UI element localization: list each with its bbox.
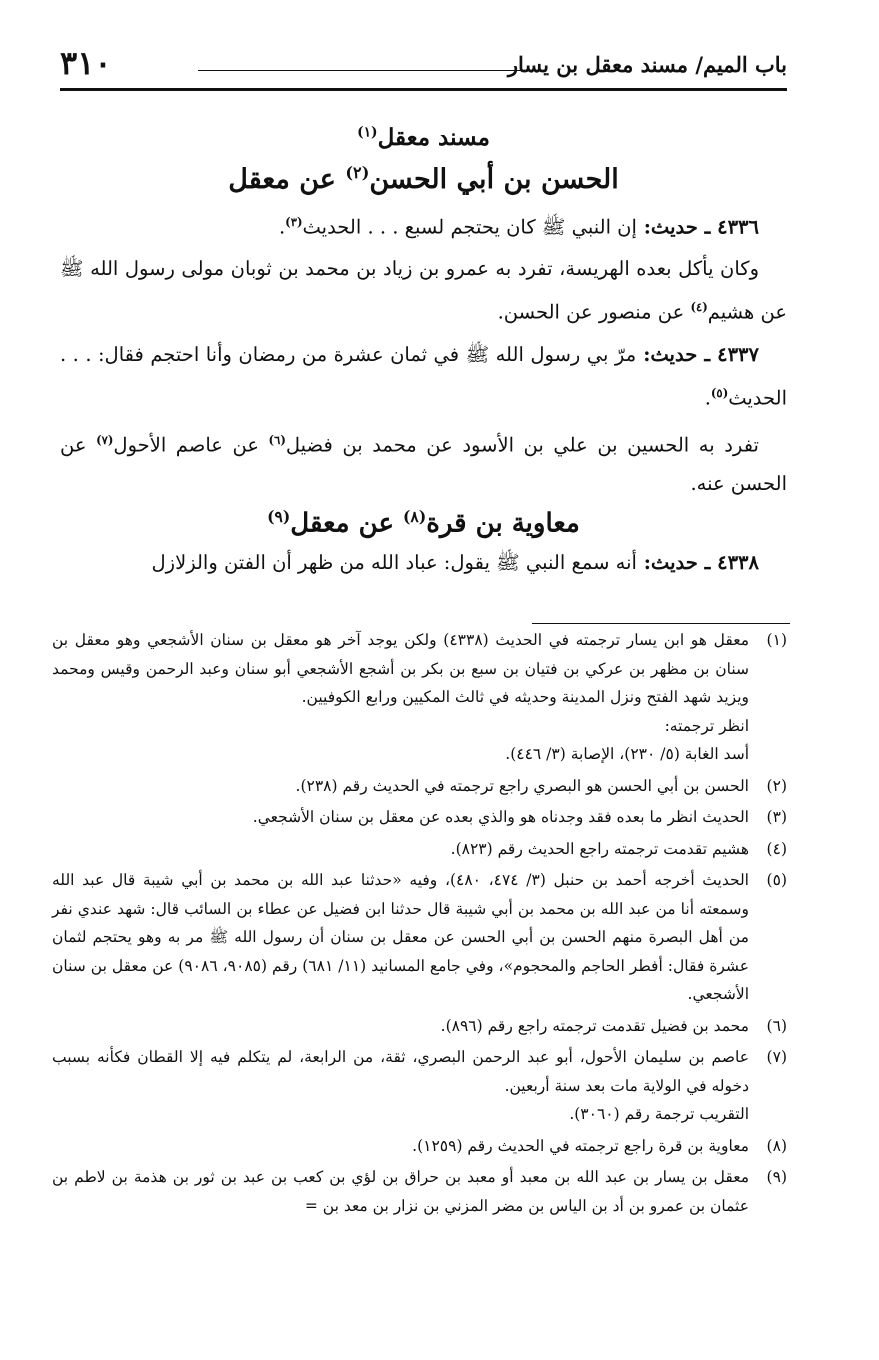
section-title: باب الميم/ مسند معقل بن يسار — [507, 52, 787, 77]
chain-heading-muawiya — [60, 507, 787, 540]
footnote-text: محمد بن فضيل تقدمت ترجمته راجع رقم (٨٩٦). — [440, 1016, 749, 1035]
header-leader-line — [198, 70, 525, 71]
footnote-text: هشيم تقدمت ترجمته راجع الحديث رقم (٨٢٣). — [450, 839, 749, 858]
footnote-ref[interactable]: (٣) — [285, 214, 303, 229]
footnote-number: (٧) — [766, 1048, 787, 1066]
footnote-ref[interactable]: (١) — [357, 124, 378, 141]
musnad-heading-text: مسند معقل — [377, 124, 490, 151]
footnote-2 — [52, 772, 787, 801]
hadith-number: ٤٣٣٦ ـ حديث: — [636, 215, 759, 238]
footnote-7 — [52, 1043, 787, 1129]
footnote-8 — [52, 1132, 787, 1161]
footnote-text: الحسن بن أبي الحسن هو البصري راجع ترجمته في الحديث رقم (٢٣٨). — [295, 776, 749, 795]
paragraph-text: عن عاصم الأحول — [113, 433, 269, 457]
footnote-ref[interactable]: (٨) — [403, 506, 427, 526]
footnote-number: (٤) — [766, 839, 787, 858]
footnote-9 — [52, 1163, 787, 1220]
footnote-text: الحديث أخرجه أحمد بن حنبل (٣/ ٤٧٤، ٤٨٠)، وفيه «حدثنا عبد الله بن محمد بن أبي شيبة قال عبد الله وسمعته أنا من عبد الله بن محمد بن أبي شيبة قال حدثنا ابن فضيل عن عطاء بن السائب قال: شهد عندي نفر من أهل البصرة منهم الحسن بن أبي الحسن عن معقل بن سنان أن رسول الله ﷺ مر به وهو يحتجم لثمان عشرة فقال: أفطر الحاجم والمحجوم»، وفي جامع المسانيد (١١/ ٦٨١) رقم (٩٠٨٥، ٩٠٨٦) عن معقل بن سنان الأشجعي. — [52, 871, 749, 1003]
page-number: ٣١٠ — [60, 44, 112, 82]
footnotes — [52, 626, 787, 1223]
footnote-6 — [52, 1012, 787, 1041]
footnote-text: معقل هو ابن يسار ترجمته في الحديث (٤٣٣٨) ولكن يوجد آخر هو معقل بن سنان الأشجعي وهو معقل بن سنان بن مظهر بن عركي بن فتيان بن سبع بن بكر بن أشجع الأشجعي أبو سنان وعبد الرحمن وقيس ومحمد ويزيد شهد الفتح ونزل المدينة وحديثه في ثالث المكيين ورابع الكوفيين. — [52, 631, 749, 706]
main-text — [60, 124, 787, 586]
hadith-text: أنه سمع النبي ﷺ يقول: عباد الله من ظهر أن الفتن والزلازل — [151, 550, 637, 574]
footnote-number: (١) — [766, 631, 787, 649]
chain-heading-text: الحسن بن أبي الحسن — [369, 163, 619, 195]
running-header — [60, 44, 787, 88]
footnote-number: (٦) — [766, 1016, 787, 1035]
footnote-text: معاوية بن قرة راجع ترجمته في الحديث رقم (١٢٥٩). — [412, 1136, 749, 1155]
footnote-number: (٥) — [766, 871, 787, 889]
commentary-paragraph — [60, 250, 787, 332]
footnote-separator — [532, 623, 790, 624]
paragraph-text: عن الحسن عنه. — [60, 433, 787, 495]
hadith-4337 — [60, 336, 787, 418]
footnote-ref[interactable]: (٧) — [96, 433, 114, 447]
hadith-4336 — [60, 203, 787, 247]
footnote-ref[interactable]: (٥) — [710, 385, 729, 400]
footnote-text: أسد الغابة (٥/ ٢٣٠)، الإصابة (٣/ ٤٤٦). — [505, 745, 749, 763]
footnote-number: (٩) — [766, 1168, 787, 1186]
footnote-text: انظر ترجمته: — [664, 716, 749, 735]
musnad-heading — [60, 124, 787, 153]
footnote-ref[interactable]: (٤) — [690, 300, 708, 314]
footnote-5 — [52, 866, 787, 1009]
footnote-4 — [52, 835, 787, 864]
footnote-1 — [52, 626, 787, 769]
paragraph-text: تفرد به الحسين بن علي بن الأسود عن محمد بن فضيل — [285, 433, 759, 457]
hadith-number: ٤٣٣٨ ـ حديث: — [636, 550, 759, 574]
hadith-number: ٤٣٣٧ ـ حديث: — [636, 342, 759, 366]
hadith-text-end: . — [704, 386, 711, 409]
paragraph-text: وكان يأكل بعده الهريسة، تفرد به عمرو بن زياد بن محمد بن ثوبان مولى رسول الله ﷺ عن هشيم — [60, 257, 787, 324]
commentary-paragraph — [60, 421, 787, 503]
hadith-text: مرّ بي رسول الله ﷺ في ثمان عشرة من رمضان وأنا احتجم فقال: . . . الحديث — [60, 342, 787, 409]
footnote-number: (٨) — [766, 1136, 787, 1155]
header-rule — [60, 88, 787, 91]
chain-heading-text: عن معقل — [290, 508, 404, 539]
hadith-4338 — [60, 544, 787, 582]
footnote-3 — [52, 803, 787, 832]
hadith-text-end: . — [278, 215, 286, 238]
chain-heading-hasan — [60, 163, 787, 197]
footnote-ref[interactable]: (٩) — [267, 506, 291, 526]
chain-heading-text: عن معقل — [228, 163, 346, 195]
footnote-number: (٢) — [766, 776, 787, 795]
footnote-text: الحديث انظر ما بعده فقد وجدناه هو والذي بعده عن معقل بن سنان الأشجعي. — [252, 808, 749, 826]
footnote-number: (٣) — [766, 808, 787, 826]
hadith-text: إن النبي ﷺ كان يحتجم لسبع . . . الحديث — [302, 215, 637, 238]
paragraph-text: عن منصور عن الحسن. — [497, 300, 691, 324]
footnote-ref[interactable]: (٢) — [345, 162, 370, 182]
footnote-text: عاصم بن سليمان الأحول، أبو عبد الرحمن البصري، ثقة، من الرابعة، لم يتكلم فيه إلا القطان فكأنه بسبب دخوله في الولاية مات بعد سنة أربعين. — [52, 1048, 749, 1095]
chain-heading-text: معاوية بن قرة — [426, 508, 580, 539]
footnote-text: التقريب ترجمة رقم (٣٠٦٠). — [569, 1105, 749, 1123]
footnote-ref[interactable]: (٦) — [268, 433, 286, 447]
footnote-text: معقل بن يسار بن عبد الله بن معبد أو معبد بن حراق بن لؤي بن كعب بن عبد بن ثور بن هذمة بن لاطم بن عثمان بن عمرو بن أد بن الياس بن مضر المزني بن نزار بن معد بن = — [52, 1168, 749, 1215]
